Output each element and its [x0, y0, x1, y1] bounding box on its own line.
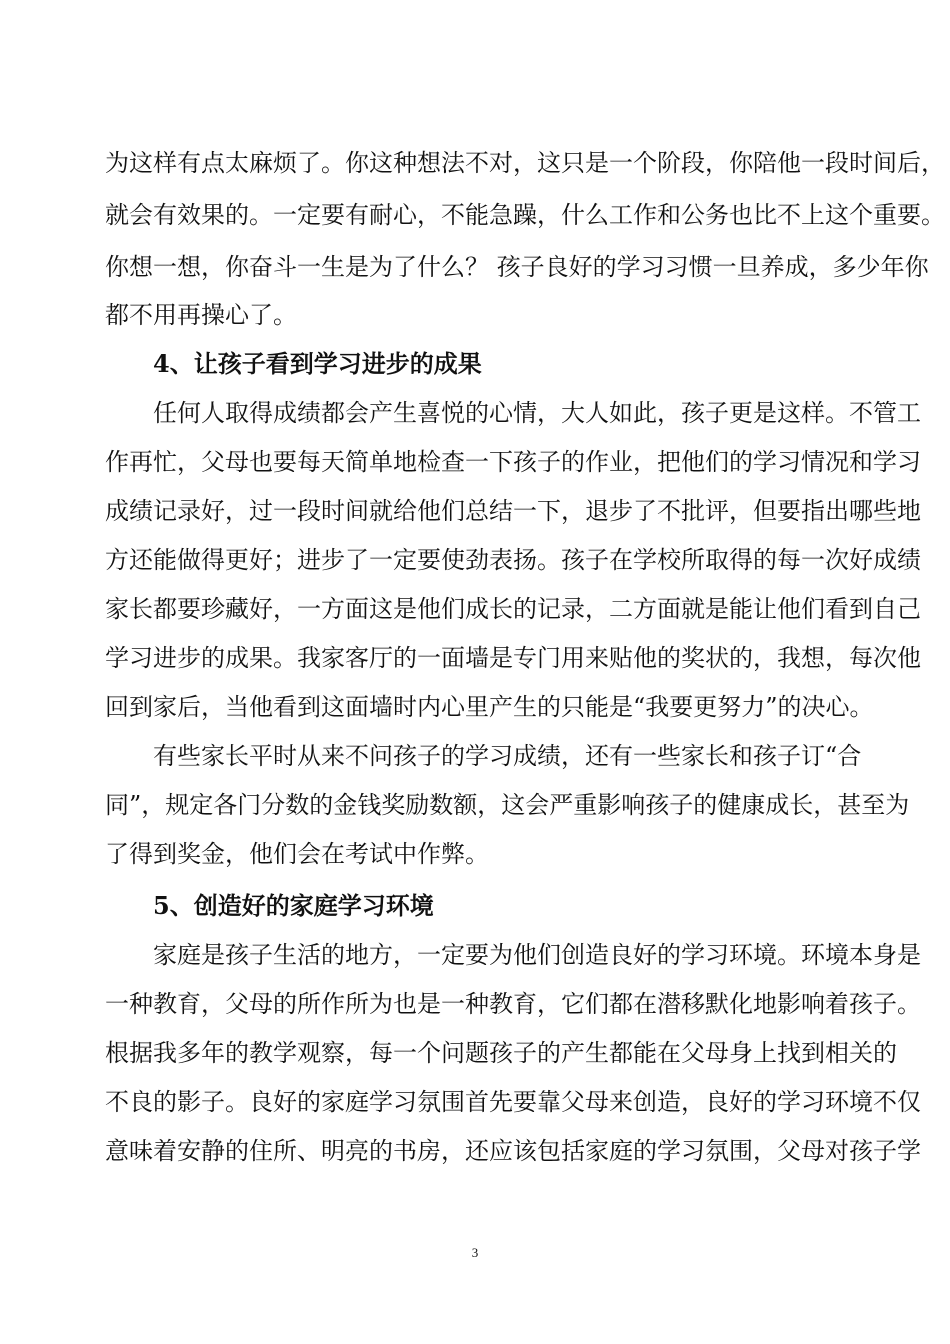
body-text-line: 方还能做得更好；进步了一定要使劲表扬。孩子在学校所取得的每一次好成绩	[105, 546, 921, 574]
page-number: 3	[471, 1245, 479, 1260]
body-text-line: 成绩记录好，过一段时间就给他们总结一下，退步了不批评，但要指出哪些地	[105, 497, 921, 525]
body-text-line: 都不用再操心了。	[105, 301, 297, 329]
section-heading: 5、创造好的家庭学习环境	[153, 891, 434, 920]
body-text-line: 为这样有点太麻烦了。你这种想法不对，这只是一个阶段，你陪他一段时间后，	[105, 149, 945, 177]
body-text-line: 学习进步的成果。我家客厅的一面墙是专门用来贴他的奖状的，我想，每次他	[105, 644, 921, 672]
body-text-line: 根据我多年的教学观察，每一个问题孩子的产生都能在父母身上找到相关的	[105, 1039, 897, 1067]
body-text-line: 回到家后，当他看到这面墙时内心里产生的只能是“我要更努力”的决心。	[105, 693, 874, 721]
section-heading: 4、让孩子看到学习进步的成果	[153, 349, 482, 378]
body-text-line: 你想一想，你奋斗一生是为了什么？ 孩子良好的学习习惯一旦养成，多少年你	[105, 253, 929, 281]
body-text-line: 了得到奖金，他们会在考试中作弊。	[105, 840, 489, 868]
body-text-line: 一种教育，父母的所作所为也是一种教育，它们都在潜移默化地影响着孩子。	[105, 990, 921, 1018]
body-text-line: 同”，规定各门分数的金钱奖励数额，这会严重影响孩子的健康成长，甚至为	[105, 791, 910, 819]
body-text-line: 作再忙，父母也要每天简单地检查一下孩子的作业，把他们的学习情况和学习	[105, 448, 921, 476]
body-text-line: 不良的影子。良好的家庭学习氛围首先要靠父母来创造，良好的学习环境不仅	[105, 1088, 921, 1116]
body-text-line: 有些家长平时从来不问孩子的学习成绩，还有一些家长和孩子订“合	[153, 742, 862, 770]
body-text-line: 家长都要珍藏好，一方面这是他们成长的记录，二方面就是能让他们看到自己	[105, 595, 921, 623]
body-text-line: 家庭是孩子生活的地方，一定要为他们创造良好的学习环境。环境本身是	[153, 941, 921, 969]
body-text-line: 任何人取得成绩都会产生喜悦的心情，大人如此，孩子更是这样。不管工	[153, 399, 921, 427]
body-text-line: 就会有效果的。一定要有耐心，不能急躁，什么工作和公务也比不上这个重要。	[105, 201, 945, 229]
body-text-line: 意味着安静的住所、明亮的书房，还应该包括家庭的学习氛围，父母对孩子学	[105, 1137, 921, 1165]
